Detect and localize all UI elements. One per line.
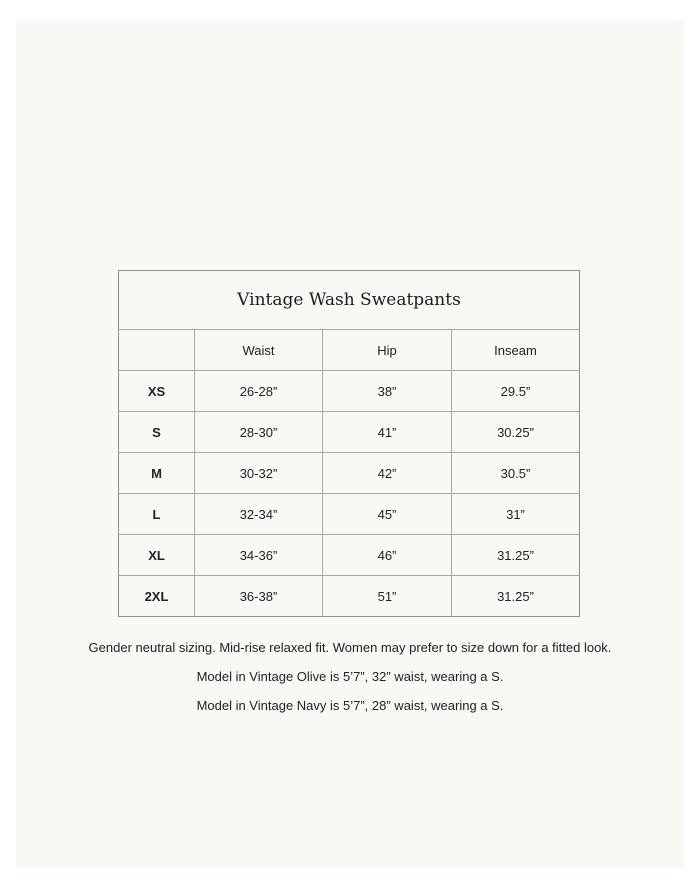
hip-value: 45”	[323, 494, 452, 534]
waist-value: 28-30”	[195, 412, 323, 452]
hip-value: 51”	[323, 576, 452, 616]
table-row	[119, 535, 579, 576]
header-cell-waist: Waist	[195, 330, 323, 370]
table-row	[119, 412, 579, 453]
waist-value: 30-32”	[195, 453, 323, 493]
header-cell-hip: Hip	[323, 330, 452, 370]
waist-value: 34-36”	[195, 535, 323, 575]
table-title: Vintage Wash Sweatpants	[119, 271, 579, 330]
size-label: S	[119, 412, 195, 452]
inseam-value: 29.5”	[500, 383, 531, 399]
size-label: M	[119, 453, 195, 493]
table-header-row	[119, 330, 579, 371]
inseam-value: 31.25”	[497, 547, 534, 563]
size-label: XS	[119, 371, 195, 411]
hip-value: 38”	[323, 371, 452, 411]
inseam-value: 31.25”	[497, 588, 534, 604]
fit-note-sizing: Gender neutral sizing. Mid-rise relaxed fit. Women may prefer to size down for a fitted look.	[88, 640, 612, 655]
inseam-value: 31”	[506, 506, 525, 522]
waist-value: 32-34”	[195, 494, 323, 534]
fit-notes	[16, 639, 684, 726]
table-row	[119, 494, 579, 535]
hip-value: 41”	[323, 412, 452, 452]
header-cell-size	[119, 330, 195, 370]
table-row	[119, 371, 579, 412]
header-cell-inseam: Inseam	[494, 342, 537, 358]
size-chart-page	[16, 20, 684, 868]
waist-value: 26-28”	[195, 371, 323, 411]
fit-note-model-olive: Model in Vintage Olive is 5’7”, 32” waist, wearing a S.	[196, 669, 504, 684]
size-label: 2XL	[119, 576, 195, 616]
size-label: XL	[119, 535, 195, 575]
table-row	[119, 453, 579, 494]
size-label: L	[119, 494, 195, 534]
waist-value: 36-38”	[195, 576, 323, 616]
inseam-value: 30.25”	[497, 424, 534, 440]
size-chart-table	[118, 270, 580, 617]
inseam-value: 30.5”	[500, 465, 531, 481]
table-row	[119, 576, 579, 616]
hip-value: 46”	[323, 535, 452, 575]
hip-value: 42”	[323, 453, 452, 493]
fit-note-model-navy: Model in Vintage Navy is 5’7”, 28” waist, wearing a S.	[196, 698, 504, 713]
